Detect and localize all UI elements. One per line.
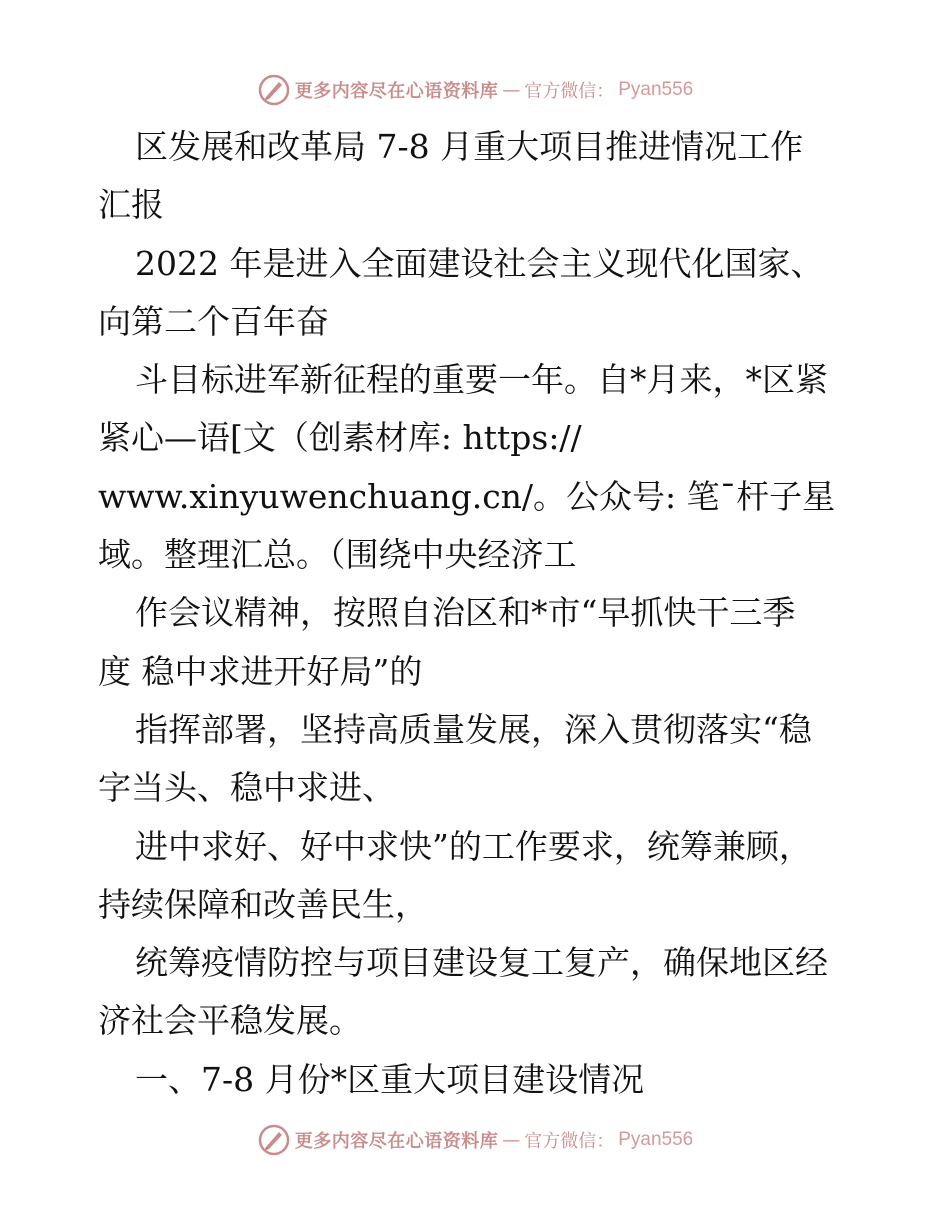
document-line: 斗目标进军新征程的重要一年。自*月来，*区紧 [135,360,828,400]
document-line: 一、7-8 月份*区重大项目建设情况 [135,1059,645,1099]
banner-wechat-label: 官方微信： [524,1131,615,1152]
banner-separator: — [502,1129,521,1151]
header-banner [0,70,950,110]
banner-wechat-label: 官方微信： [524,81,615,102]
document-line: 统筹疫情防控与项目建设复工复产，确保地区经 [135,943,828,983]
banner-wechat-id: Pyan556 [618,79,694,100]
footer-banner [0,1120,950,1160]
document-line: 2022 年是进入全面建设社会主义现代化国家、 [135,243,824,283]
banner-text: 更多内容尽在心语资料库 [294,1131,499,1152]
quill-logo-icon [257,1123,291,1157]
document-line: 作会议精神，按照自治区和*市“早抓快干三季 [135,593,796,633]
document-line: 汇报 [98,185,164,225]
document-line: www.xinyuwenchuang.cn/。公众号: 笔¯杆子星 [98,476,836,516]
banner-text: 更多内容尽在心语资料库 [294,81,499,102]
document-line: 济社会平稳发展。 [98,1001,362,1041]
document-line: 域。整理汇总。（围绕中央经济工 [98,535,577,575]
document-line: 紧心—语[文（创素材库: https:// [98,418,582,458]
banner-separator: — [502,79,521,101]
document-line: 区发展和改革局 7-8 月重大项目推进情况工作 [135,127,804,166]
document-line: 度 稳中求进开好局”的 [98,651,423,691]
quill-logo-icon [257,73,291,107]
banner-content [257,73,694,107]
document-line: 向第二个百年奋 [98,301,329,341]
document-line: 字当头、稳中求进、 [98,768,395,808]
banner-content [257,1123,694,1157]
document-line: 持续保障和改善民生， [98,884,428,924]
document-body [98,118,858,1109]
banner-wechat-id: Pyan556 [618,1129,694,1150]
document-line: 指挥部署，坚持高质量发展，深入贯彻落实“稳 [135,709,812,749]
document-line: 进中求好、好中求快”的工作要求，统筹兼顾， [135,826,812,866]
